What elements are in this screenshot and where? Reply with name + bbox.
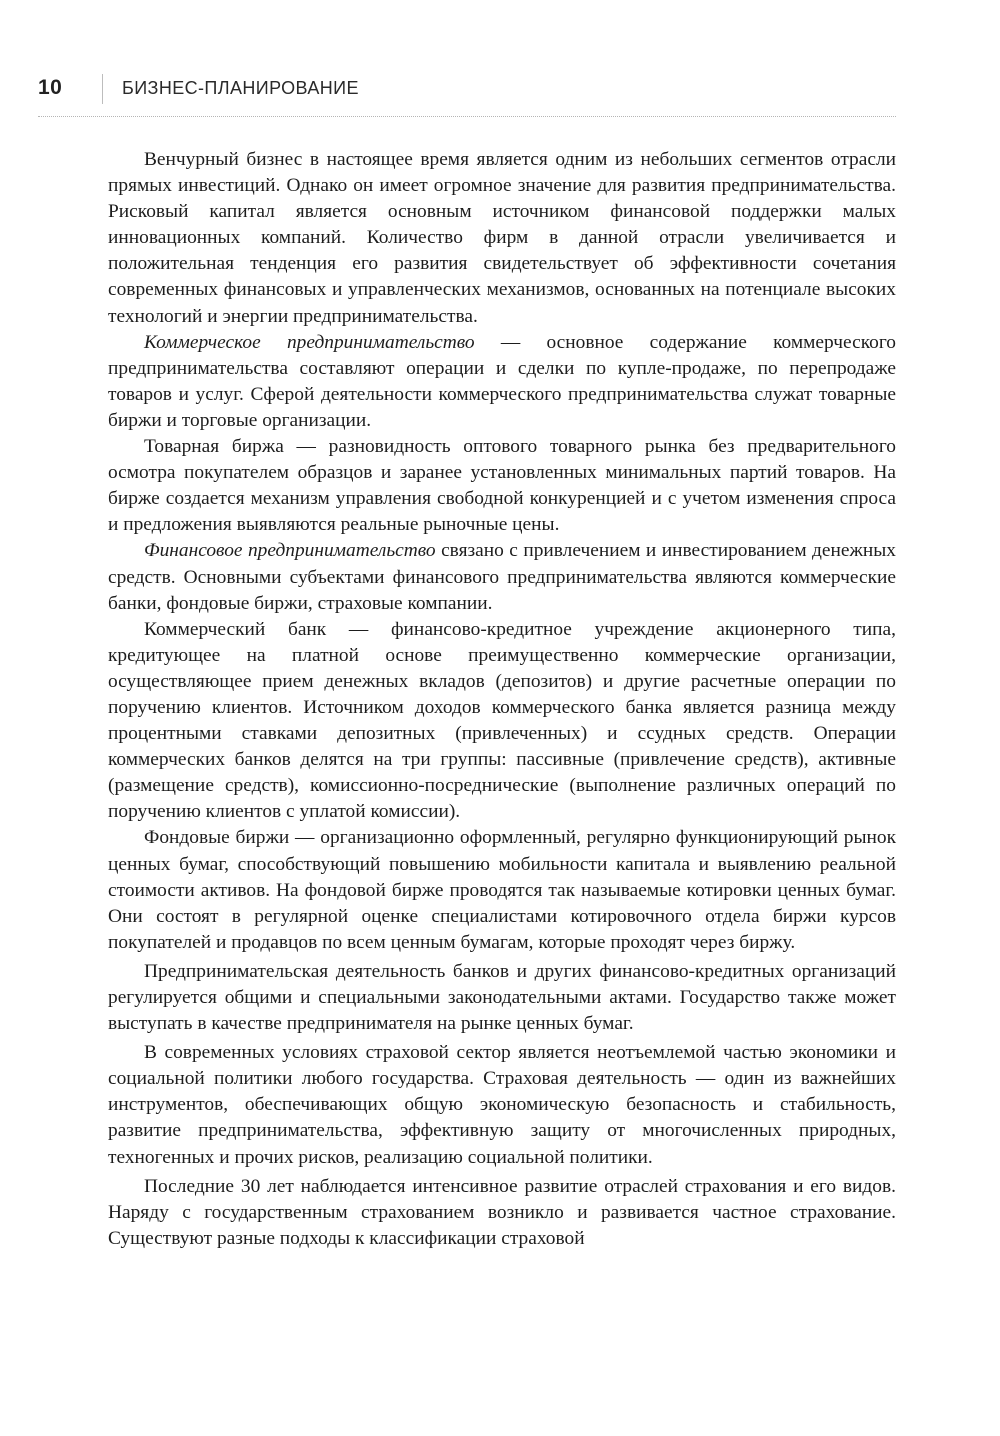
paragraph-financial-entrepreneurship	[108, 538, 896, 616]
term-financial-entrepreneurship: Финансовое предпринимательство	[144, 540, 436, 562]
header-separator	[102, 74, 103, 104]
header-rule	[38, 116, 896, 117]
page-header	[38, 70, 896, 110]
paragraph-commercial-bank: Коммерческий банк — финансово-кредитное учреждение акционерного типа, кредитующее на платной основе преимущественно коммерческие организации, осуществляющее прием денежных вкладов (депозитов) и другие расчетные операции по поручению клиентов. Источником доходов коммерческого банка является разница между процентными ставками депозитных (привлеченных) и ссудных средств. Операции коммерческих банков делятся на три группы: пассивные (привлечение средств), активные (размещение средств), комиссионно-посреднические (выполнение различных операций по поручению клиентов с уплатой комиссии).	[108, 618, 896, 823]
running-title: БИЗНЕС-ПЛАНИРОВАНИЕ	[122, 78, 359, 98]
body-text	[108, 147, 896, 1252]
paragraph-bank-regulation: Предпринимательская деятельность банков и других финансово-кредитных организаций регулируется общими и специальными законодательными актами. Государство также может выступать в качестве предпринимателя на рынке ценных бумаг.	[108, 960, 896, 1035]
paragraph-insurance-sector: В современных условиях страховой сектор является неотъемлемой частью экономики и социальной политики любого государства. Страховая деятельность — один из важнейших инструментов, обеспечивающих общую экономическую безопасность и стабильность, развитие предпринимательства, эффективную защиту от многочисленных природных, техногенных и прочих рисков, реализацию социальной политики.	[108, 1042, 896, 1168]
paragraph-insurance-development: Последние 30 лет наблюдается интенсивное развитие отраслей страхования и его видов. Наряду с государственным страхованием возникло и развивается частное страхование. Существуют разные подходы к классификации страховой	[108, 1175, 896, 1249]
term-commercial-entrepreneurship: Коммерческое предпринимательство	[144, 331, 475, 353]
paragraph-text: — основное содержание коммерческого предпринимательства составляют операции и сделки по купле-продаже, по перепродаже товаров и услуг. Сферой деятельности коммерческого предпринимательства служат товарные биржи и торговые организации.	[108, 331, 896, 431]
paragraph-text: связано с привлечением и инвестированием денежных средств. Основными субъектами финансового предпринимательства являются коммерческие банки, фондовые биржи, страховые компании.	[108, 540, 896, 614]
paragraph-stock-exchanges: Фондовые биржи — организационно оформленный, регулярно функционирующий рынок ценных бумаг, способствующий повышению мобильности капитала и выявлению реальной стоимости активов. На фондовой бирже проводятся так называемые котировки ценных бумаг. Они состоят в регулярной оценке специалистами котировочного отдела биржи курсов покупателей и продавцов по всем ценным бумагам, которые проходят через биржу.	[108, 827, 896, 953]
paragraph-commercial-entrepreneurship	[108, 330, 896, 434]
paragraph-venture-business: Венчурный бизнес в настоящее время является одним из небольших сегментов отрасли прямых инвестиций. Однако он имеет огромное значение для развития предпринимательства. Рисковый капитал является основным источником финансовой поддержки малых инновационных компаний. Количество фирм в данной отрасли увеличивается и положительная тенденция его развития свидетельствует об эффективности сочетания современных финансовых и управленческих механизмов, основанных на потенциале высоких технологий и энергии предпринимательства.	[108, 149, 896, 327]
paragraph-commodity-exchange: Товарная биржа — разновидность оптового товарного рынка без предварительного осмотра покупателем образцов и заранее установленных минимальных партий товаров. На бирже создается механизм управления свободной конкуренцией и с учетом изменения спроса и предложения выявляются реальные рыночные цены.	[108, 436, 896, 536]
page-number: 10	[38, 76, 63, 99]
